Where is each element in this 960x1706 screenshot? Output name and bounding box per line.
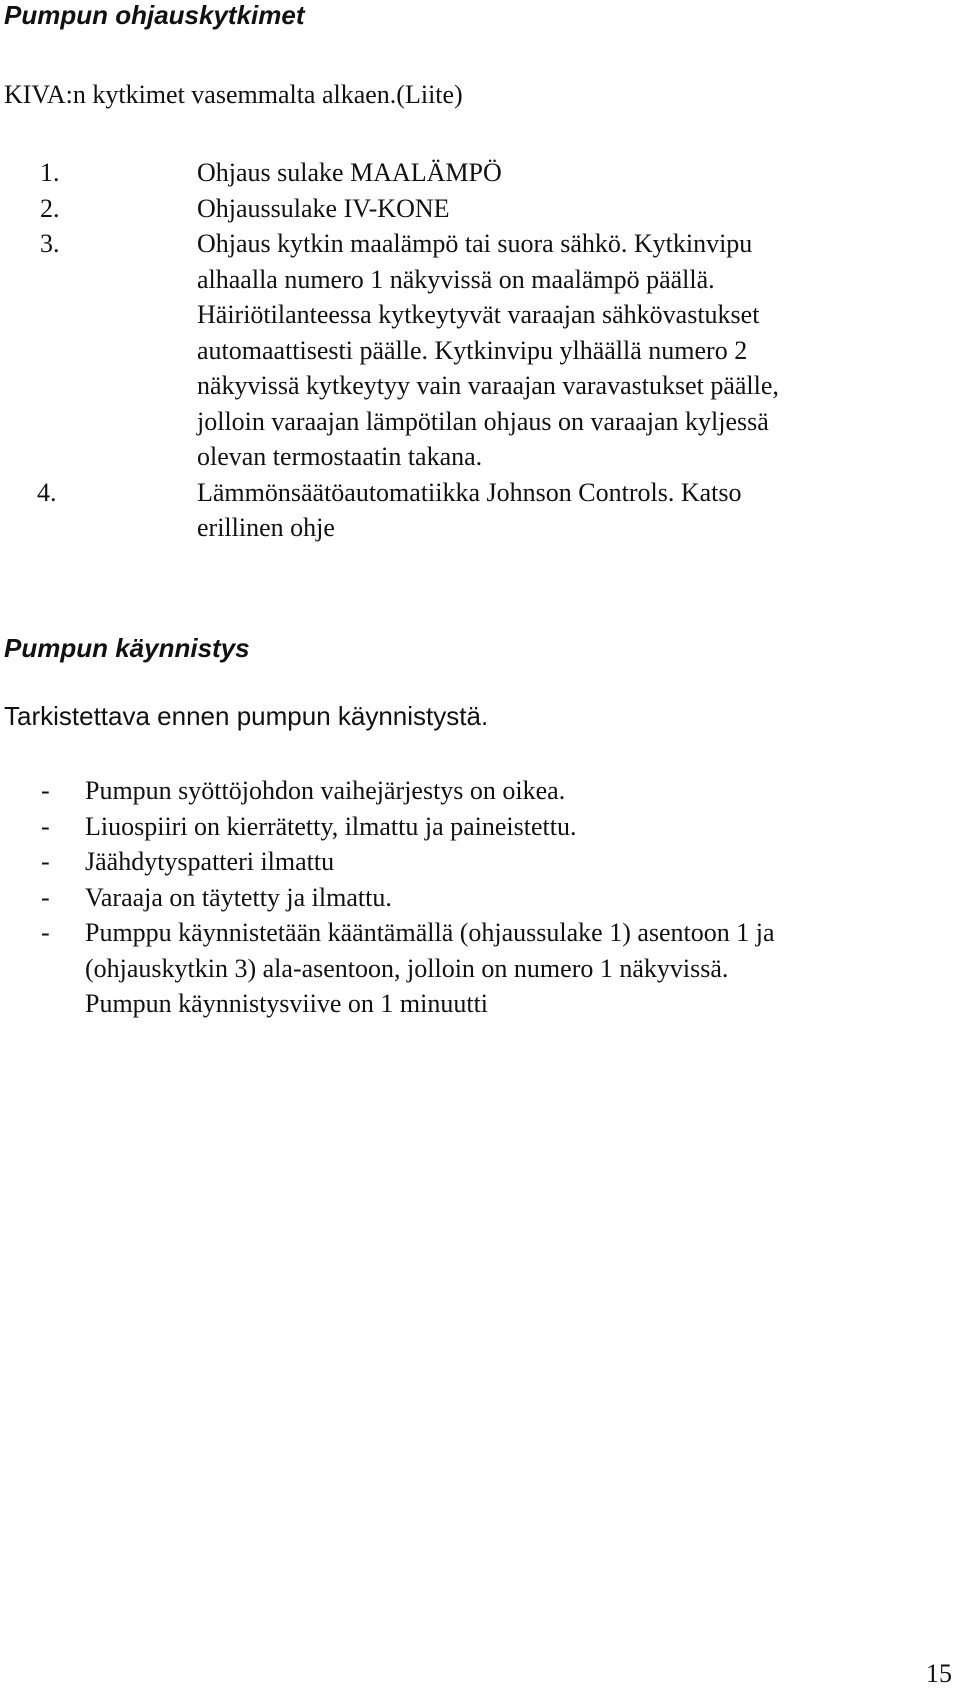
section-heading-pump-controls: Pumpun ohjauskytkimet xyxy=(4,0,305,30)
list-marker: - xyxy=(41,882,50,912)
list-item-text: Varaaja on täytetty ja ilmattu. xyxy=(85,882,392,912)
list-item xyxy=(0,880,950,916)
list-item-text: Häiriötilanteessa kytkeytyvät varaajan sähkövastukset xyxy=(197,300,760,329)
subtitle-text: Tarkistettava ennen pumpun käynnistystä. xyxy=(4,701,489,731)
list-item-text: olevan termostaatin takana. xyxy=(197,442,483,471)
list-item xyxy=(0,226,940,475)
list-marker: 2. xyxy=(40,193,60,223)
list-item-text: Liuospiiri on kierrätetty, ilmattu ja paineistettu. xyxy=(85,811,577,841)
list-item-text: (ohjauskytkin 3) ala-asentoon, jolloin on numero 1 näkyvissä. xyxy=(85,953,729,983)
list-marker: 1. xyxy=(40,158,60,187)
list-marker: - xyxy=(41,776,50,805)
list-item xyxy=(0,809,950,845)
list-item xyxy=(0,773,950,809)
list-marker: 3. xyxy=(40,229,60,258)
list-item xyxy=(0,155,940,191)
list-item-text: Ohjaussulake IV-KONE xyxy=(197,193,450,223)
page-number: 15 xyxy=(926,1659,952,1688)
list-item-text: erillinen ohje xyxy=(197,513,335,542)
list-item-text: Pumpun käynnistysviive on 1 minuutti xyxy=(85,989,489,1018)
list-item-text: alhaalla numero 1 näkyvissä on maalämpö päällä. xyxy=(197,264,715,294)
list-item-text: Lämmönsäätöautomatiikka Johnson Controls. Katso xyxy=(197,477,742,507)
section-heading-pump-startup: Pumpun käynnistys xyxy=(4,633,250,663)
checklist xyxy=(0,773,950,1022)
list-item-text: jolloin varaajan lämpötilan ohjaus on varaajan kyljessä xyxy=(197,406,769,436)
list-marker: - xyxy=(41,811,50,841)
list-item xyxy=(0,915,950,1022)
numbered-list xyxy=(0,155,940,546)
list-item xyxy=(0,191,940,227)
list-item-text: Pumppu käynnistetään kääntämällä (ohjaussulake 1) asentoon 1 ja xyxy=(85,918,775,947)
list-item-text: automaattisesti päälle. Kytkinvipu ylhäällä numero 2 xyxy=(197,335,748,365)
list-marker: - xyxy=(41,918,50,947)
list-item-text: Pumpun syöttöjohdon vaihejärjestys on oikea. xyxy=(85,776,566,805)
list-item-text: Jäähdytyspatteri ilmattu xyxy=(85,847,335,876)
list-item xyxy=(0,475,940,546)
list-marker: 4. xyxy=(37,477,57,507)
intro-text: KIVA:n kytkimet vasemmalta alkaen.(Liite) xyxy=(4,80,463,109)
list-item-text: Ohjaus sulake MAALÄMPÖ xyxy=(197,158,502,187)
list-marker: - xyxy=(41,847,50,876)
list-item-text: näkyvissä kytkeytyy vain varaajan varavastukset päälle, xyxy=(197,371,779,400)
list-item-text: Ohjaus kytkin maalämpö tai suora sähkö. Kytkinvipu xyxy=(197,229,753,258)
list-item xyxy=(0,844,950,880)
